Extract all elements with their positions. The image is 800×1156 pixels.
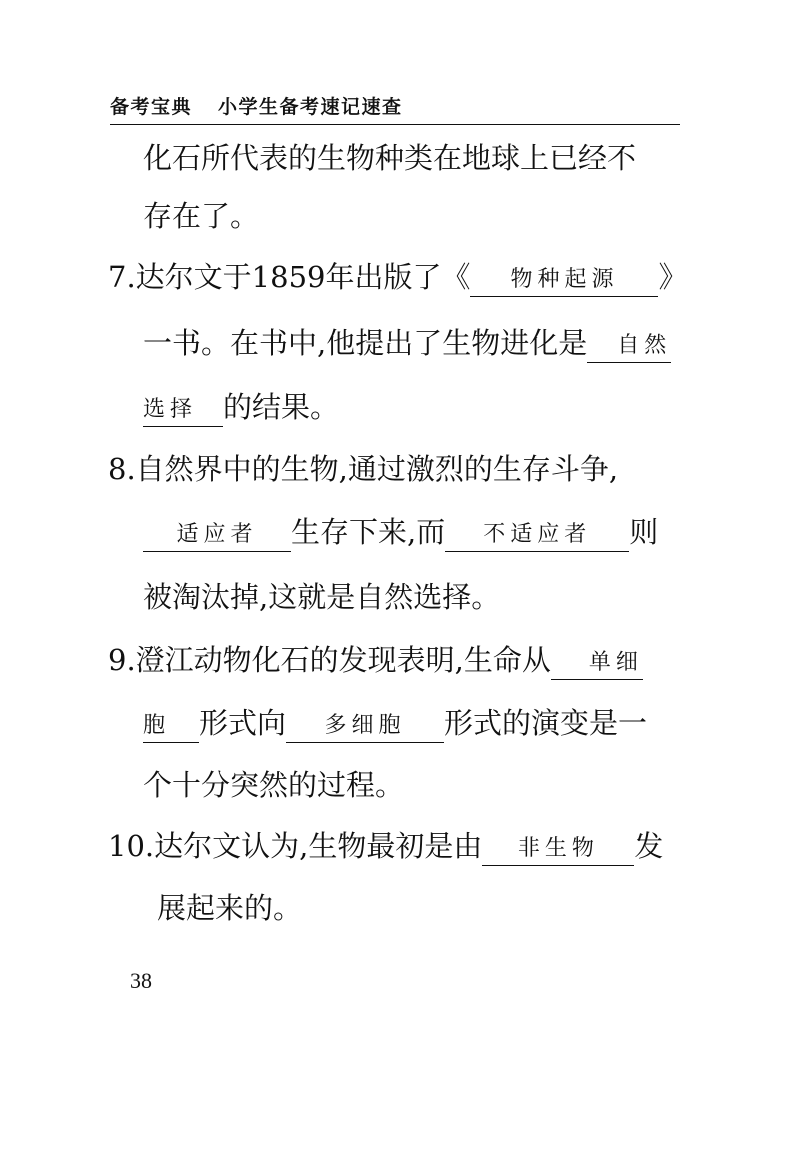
q7-line-2 xyxy=(143,323,671,363)
q8-text-a: 自然界中的生物,通过激烈的生存斗争, xyxy=(135,452,619,486)
q7-text-c: 一书。在书中,他提出了生物进化是 xyxy=(143,326,588,360)
q8-line-3 xyxy=(143,577,500,617)
p6-line-1 xyxy=(143,138,636,178)
q7-line-1 xyxy=(108,257,688,297)
q8-line-1 xyxy=(108,449,618,489)
q8-answer-1: 适应者 xyxy=(143,518,291,552)
q9-line-1 xyxy=(108,640,643,680)
q8-number: 8. xyxy=(108,452,136,486)
q8-answer-2: 不适应者 xyxy=(445,518,629,552)
q9-text-a: 澄江动物化石的发现表明,生命从 xyxy=(135,643,551,677)
q9-line-3 xyxy=(143,765,404,805)
q10-text-c: 展起来的。 xyxy=(157,891,303,925)
q10-text-a: 达尔文认为,生物最初是由 xyxy=(154,829,483,863)
q9-number: 9. xyxy=(108,643,136,677)
q7-text-d: 的结果。 xyxy=(223,390,340,424)
p6-text-2: 存在了。 xyxy=(143,199,260,233)
q9-answer-1b: 胞 xyxy=(143,709,199,743)
p6-line-2 xyxy=(143,196,259,236)
q7-answer-1: 物种起源 xyxy=(470,263,658,297)
q9-answer-1a: 单细 xyxy=(551,646,643,680)
q10-number: 10. xyxy=(108,829,155,863)
q7-answer-2b: 选择 xyxy=(143,393,223,427)
q9-text-b: 形式向 xyxy=(199,706,287,740)
q8-text-d: 被淘汰掉,这就是自然选择。 xyxy=(143,580,501,614)
q8-line-2 xyxy=(143,512,658,552)
q7-text-b: 》 xyxy=(658,260,688,294)
page-number: 38 xyxy=(130,968,152,993)
q10-line-1 xyxy=(108,826,663,866)
q8-text-c: 则 xyxy=(629,515,659,549)
q7-line-3 xyxy=(143,387,339,427)
q10-line-2 xyxy=(157,888,302,928)
running-header xyxy=(110,92,403,119)
q10-text-b: 发 xyxy=(634,829,664,863)
q7-text-a: 达尔文于1859年出版了《 xyxy=(135,260,471,294)
q9-line-2 xyxy=(143,703,647,743)
q7-number: 7. xyxy=(108,260,136,294)
q8-text-b: 生存下来,而 xyxy=(291,515,446,549)
q9-text-c: 形式的演变是一 xyxy=(444,706,648,740)
q10-answer-1: 非生物 xyxy=(482,832,634,866)
q9-answer-2: 多细胞 xyxy=(286,709,444,743)
book-subtitle: 小学生备考速记速查 xyxy=(218,96,403,118)
book-title: 备考宝典 xyxy=(110,96,193,118)
header-divider xyxy=(110,124,680,125)
p6-text-1: 化石所代表的生物种类在地球上已经不 xyxy=(143,141,637,175)
q7-answer-2a: 自然 xyxy=(587,329,671,363)
q9-text-d: 个十分突然的过程。 xyxy=(143,768,405,802)
